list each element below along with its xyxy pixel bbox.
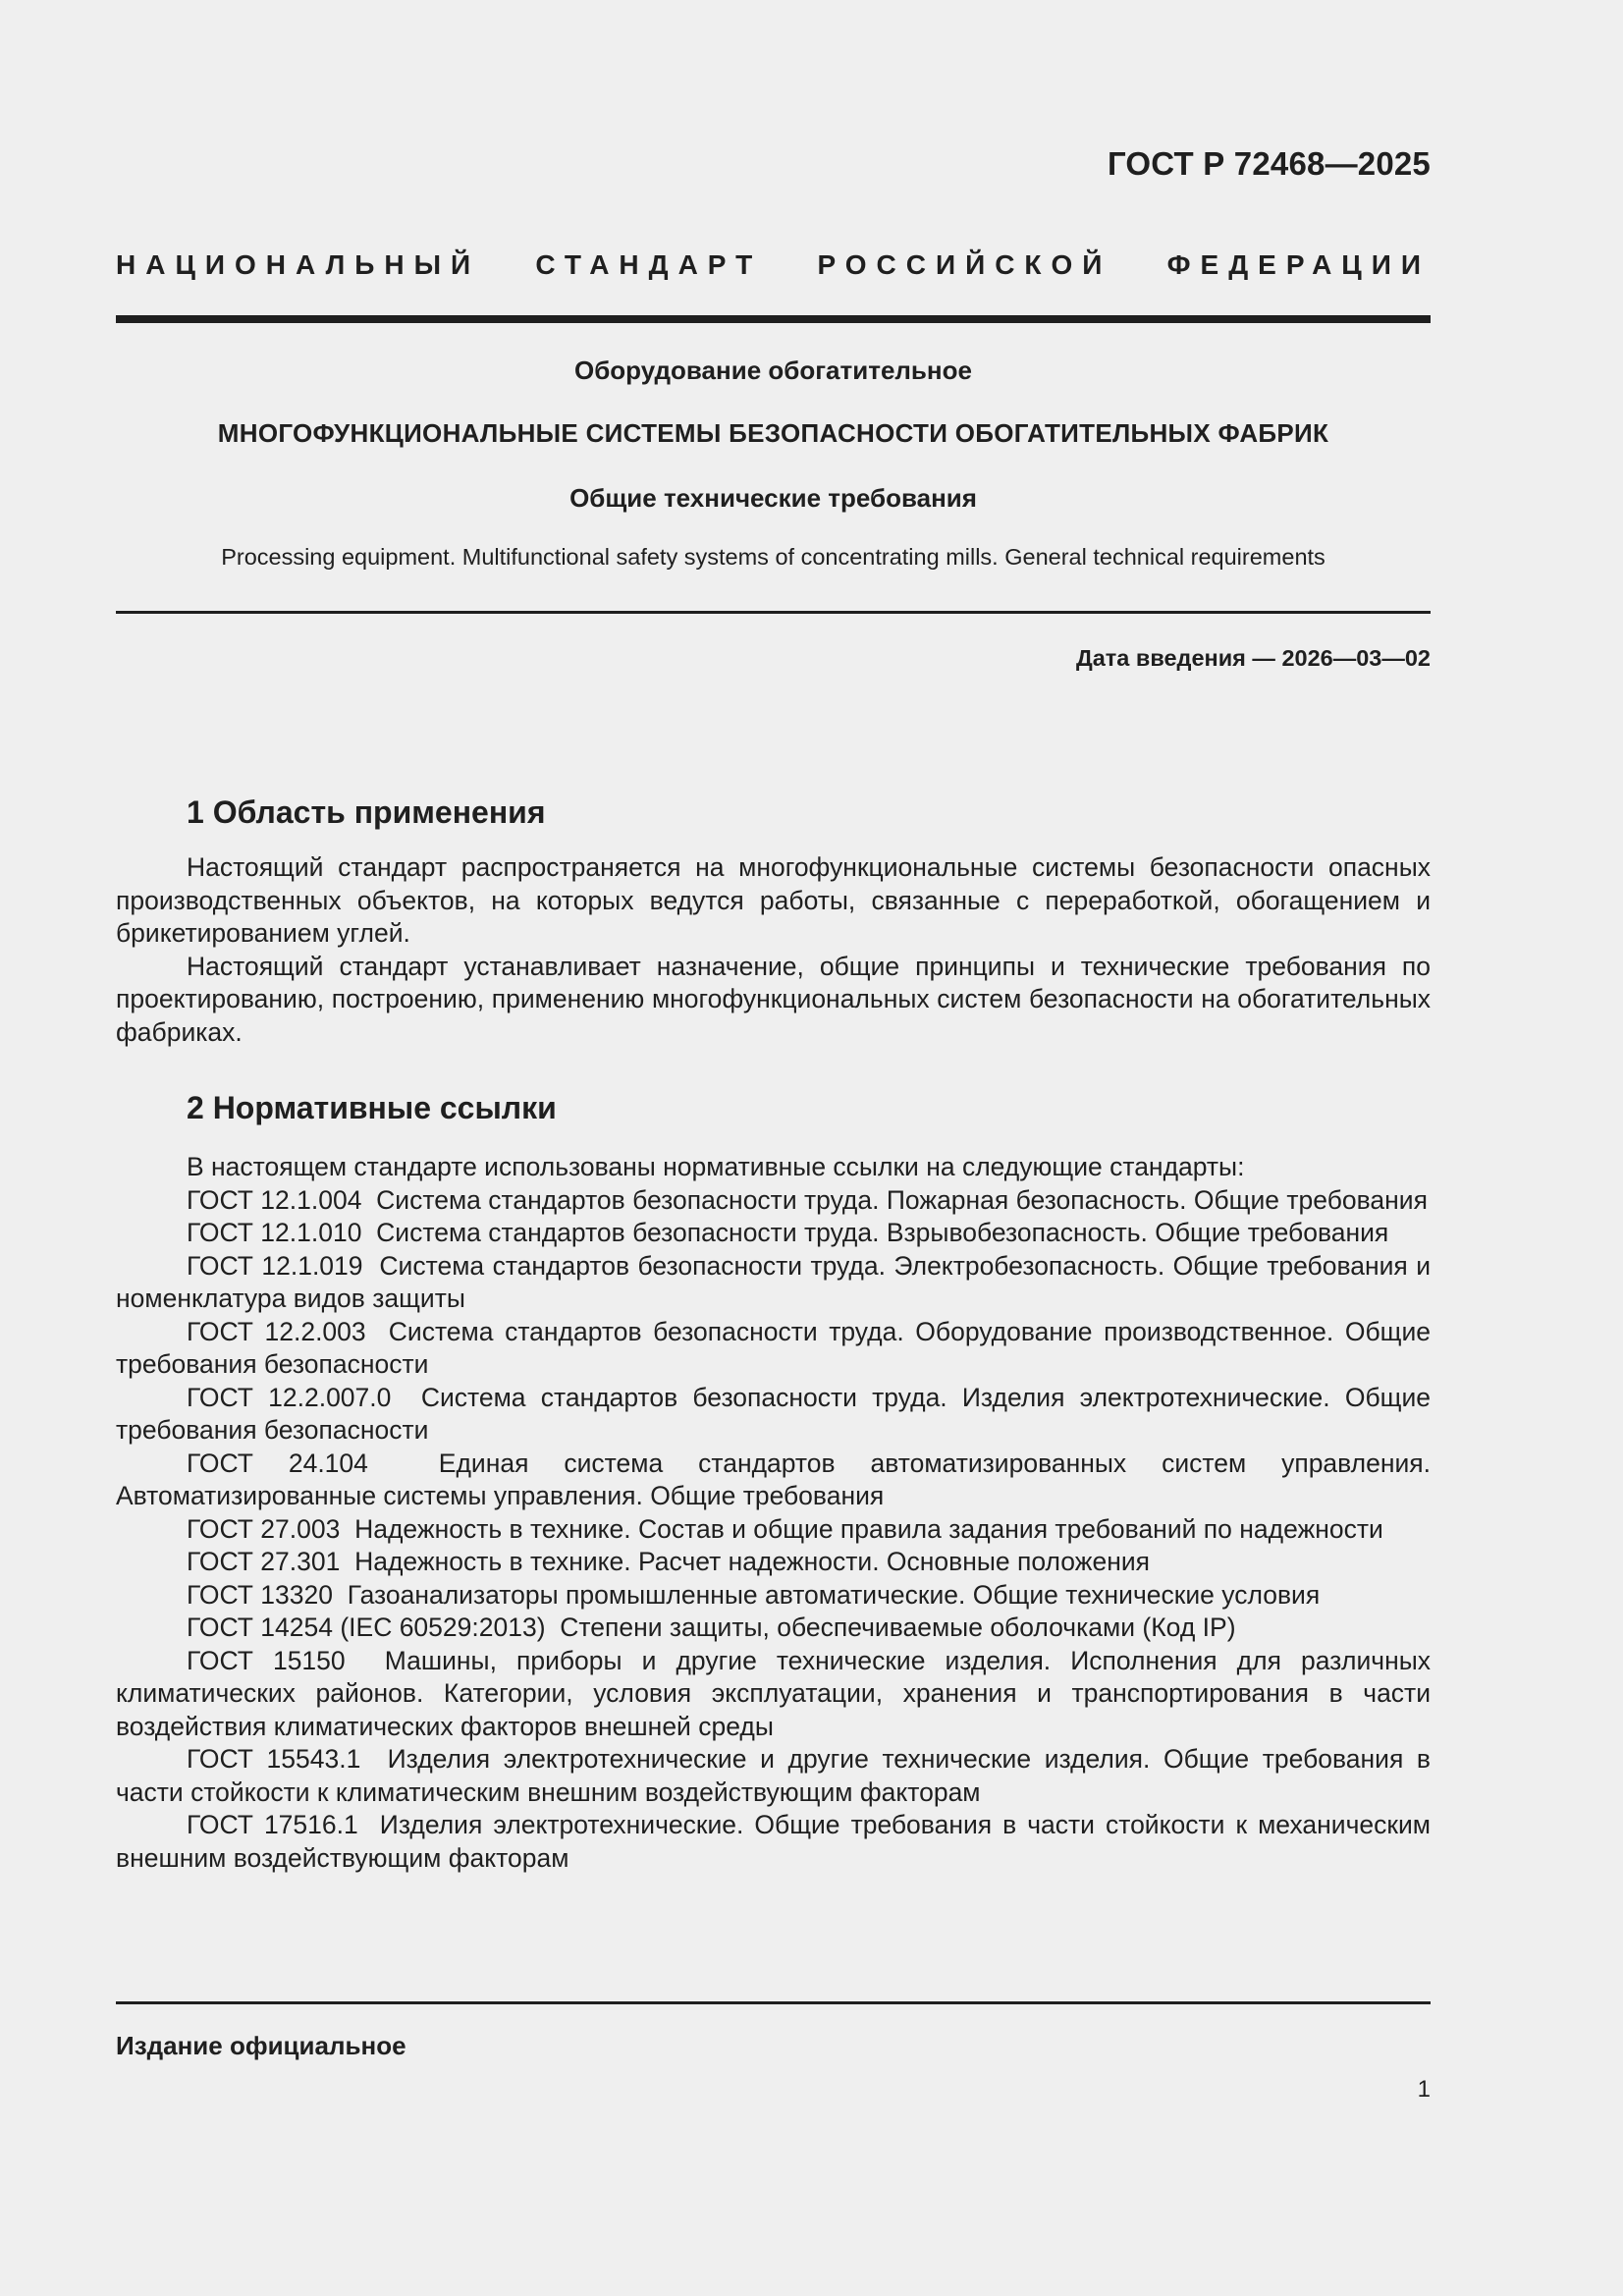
subtitle: Общие технические требования xyxy=(569,483,977,513)
reference-title: Система стандартов безопасности труда. Электробезопасность. Общие требования и номенклатура видов защиты xyxy=(116,1250,1432,1313)
reference-title: Изделия электротехнические и другие технические изделия. Общие требования в части стойкости к климатическим внешним воздействующим факторам xyxy=(116,1744,1431,1807)
reference-title: Изделия электротехнические. Общие требования в части стойкости к механическим внешним воздействующим факторам xyxy=(116,1810,1431,1873)
reference-code: ГОСТ 12.2.007.0 xyxy=(187,1382,392,1412)
reference-code: ГОСТ 12.1.010 xyxy=(187,1218,362,1247)
reference-title: Надежность в технике. Состав и общие правила задания требований по надежности xyxy=(354,1513,1383,1544)
reference-title: Система стандартов безопасности труда. Взрывобезопасность. Общие требования xyxy=(376,1218,1389,1247)
section-1-paragraph: Настоящий стандарт распространяется на многофункциональные системы безопасности опасных производственных объектов, на которых ведутся работы, связанные с переработкой, обогащением и брикетированием углей. xyxy=(116,852,1431,948)
reference-code: ГОСТ 12.2.003 xyxy=(187,1316,366,1346)
reference-item xyxy=(116,1184,1431,1218)
reference-title: Система стандартов безопасности труда. Изделия электротехнические. Общие требования безопасности xyxy=(116,1382,1431,1445)
equipment-title: Оборудование обогатительное xyxy=(574,355,972,385)
reference-title: Система стандартов безопасности труда. Оборудование производственное. Общие требования безопасности xyxy=(116,1316,1431,1379)
reference-code: ГОСТ 14254 (IEC 60529:2013) xyxy=(187,1613,546,1642)
section-1-paragraph: Настоящий стандарт устанавливает назначение, общие принципы и технические требования по проектированию, построению, применению многофункциональных систем безопасности на обогатительных фабриках. xyxy=(116,951,1431,1047)
reference-item xyxy=(116,1448,1431,1513)
reference-code: ГОСТ 15150 xyxy=(187,1645,346,1675)
reference-item xyxy=(116,1217,1431,1250)
reference-code: ГОСТ 12.1.004 xyxy=(187,1184,362,1215)
reference-item xyxy=(116,1579,1431,1613)
section-2-heading: 2 Нормативные ссылки xyxy=(187,1090,557,1125)
reference-title: Единая система стандартов автоматизированных систем управления. Автоматизированные системы управления. Общие требования xyxy=(116,1448,1431,1510)
reference-item xyxy=(116,1250,1431,1316)
section-1-body xyxy=(116,851,1431,1049)
footer-divider xyxy=(116,2001,1431,2004)
reference-item xyxy=(116,1316,1431,1382)
document-code: ГОСТ Р 72468—2025 xyxy=(1107,145,1431,182)
references-intro: В настоящем стандарте использованы нормативные ссылки на следующие стандарты: xyxy=(187,1152,1245,1181)
reference-item xyxy=(116,1513,1431,1547)
section-1-heading: 1 Область применения xyxy=(187,794,546,830)
reference-item xyxy=(116,1743,1431,1809)
reference-title: Машины, приборы и другие технические изделия. Исполнения для различных климатических районов. Категории, условия эксплуатации, хранения и транспортирования в части воздействия климатических факторов внешней среды xyxy=(116,1645,1431,1741)
references-list xyxy=(116,1184,1431,1876)
reference-title: Надежность в технике. Расчет надежности. Основные положения xyxy=(354,1547,1150,1576)
reference-code: ГОСТ 24.104 xyxy=(187,1448,368,1478)
page-number: 1 xyxy=(1417,2076,1431,2103)
main-title: МНОГОФУНКЦИОНАЛЬНЫЕ СИСТЕМЫ БЕЗОПАСНОСТИ ОБОГАТИТЕЛЬНЫХ ФАБРИК xyxy=(217,418,1329,448)
section-2-body xyxy=(116,1151,1431,1875)
introduction-date: Дата введения — 2026—03—02 xyxy=(1075,645,1431,671)
header-divider xyxy=(116,315,1431,323)
reference-title: Степени защиты, обеспечиваемые оболочками (Код IP) xyxy=(560,1613,1236,1642)
reference-item xyxy=(116,1382,1431,1448)
reference-code: ГОСТ 13320 xyxy=(187,1579,333,1610)
reference-code: ГОСТ 27.301 xyxy=(187,1547,341,1576)
reference-code: ГОСТ 15543.1 xyxy=(187,1744,361,1774)
title-divider xyxy=(116,611,1431,614)
reference-code: ГОСТ 27.003 xyxy=(187,1513,341,1544)
reference-item xyxy=(116,1612,1431,1645)
national-standard-banner: НАЦИОНАЛЬНЫЙ СТАНДАРТ РОССИЙСКОЙ ФЕДЕРАЦИИ xyxy=(116,249,1431,280)
reference-item xyxy=(116,1645,1431,1744)
reference-code: ГОСТ 17516.1 xyxy=(187,1810,358,1839)
reference-item xyxy=(116,1546,1431,1579)
official-edition-label: Издание официальное xyxy=(116,2031,406,2060)
reference-code: ГОСТ 12.1.019 xyxy=(187,1250,363,1281)
english-title: Processing equipment. Multifunctional safety systems of concentrating mills. General technical requirements xyxy=(221,544,1325,570)
reference-title: Газоанализаторы промышленные автоматические. Общие технические условия xyxy=(347,1579,1321,1610)
reference-title: Система стандартов безопасности труда. Пожарная безопасность. Общие требования xyxy=(376,1184,1428,1215)
reference-item xyxy=(116,1809,1431,1875)
